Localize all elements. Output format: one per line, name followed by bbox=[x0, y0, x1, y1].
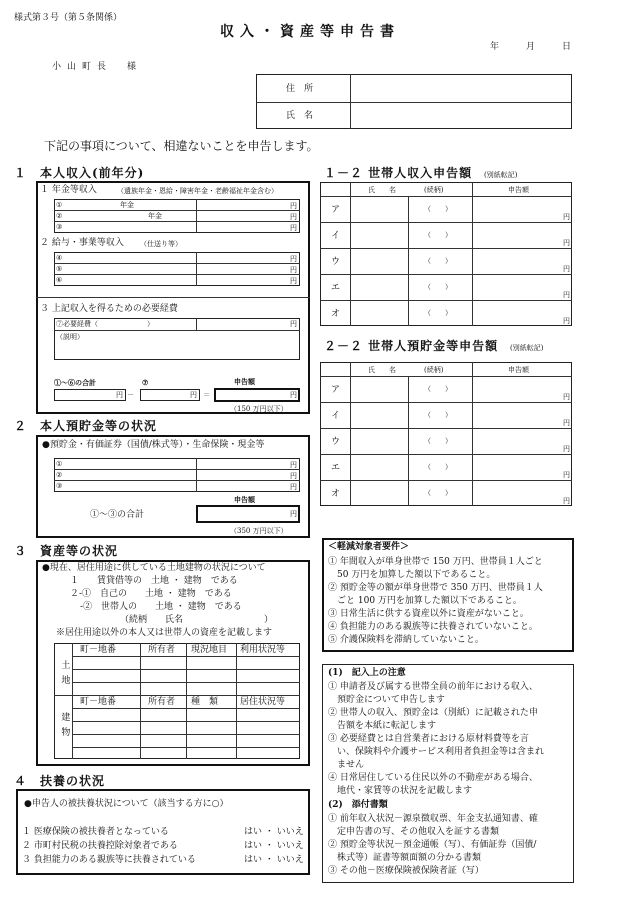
pension-amount-1[interactable] bbox=[198, 200, 288, 209]
assets-table bbox=[54, 458, 300, 492]
section3-heading: ３ 資産等の状況 bbox=[14, 544, 119, 558]
pension-amount-3[interactable] bbox=[198, 222, 288, 231]
salary-note: （仕送り等） bbox=[140, 240, 182, 248]
page-title: 収入・資産等申告書 bbox=[220, 24, 400, 40]
address-field[interactable] bbox=[352, 76, 570, 100]
dependent-choice-2[interactable]: はい ・ いいえ bbox=[244, 841, 304, 851]
section1-2-heading: １－２ 世帯人収入申告額 bbox=[324, 166, 473, 180]
form-number: 様式第３号（第５条関係） bbox=[14, 13, 123, 23]
name-field[interactable] bbox=[352, 104, 570, 127]
salary-title: ２ 給与・事業等収入 bbox=[40, 238, 124, 248]
expense-title: ３ 上記収入を得るための必要経費 bbox=[40, 304, 178, 314]
dependent-choice-1[interactable]: はい ・ いいえ bbox=[244, 827, 304, 837]
section2-heading: ２ 本人預貯金等の状況 bbox=[14, 419, 158, 433]
address-label: 住 所 bbox=[286, 84, 314, 94]
pension-note: （遺族年金・恩給・障害年金・老齢福祉年金含む） bbox=[117, 187, 278, 195]
date-month: 月 bbox=[526, 42, 536, 52]
income-declared-field[interactable] bbox=[214, 388, 300, 402]
pension-amount-2[interactable] bbox=[198, 211, 288, 220]
date-day: 日 bbox=[562, 42, 572, 52]
expense-description-field[interactable] bbox=[76, 332, 298, 358]
household-income-table bbox=[320, 182, 572, 326]
section4-heading: ４ 扶養の状況 bbox=[14, 774, 106, 788]
salary-table bbox=[54, 252, 300, 286]
date-year: 年 bbox=[490, 42, 500, 52]
household-savings-table bbox=[320, 362, 572, 506]
declaration-text: 下記の事項について、相違ないことを申告します。 bbox=[44, 139, 319, 153]
pension-title: １ 年金等収入 bbox=[40, 185, 97, 195]
section2-2-heading: ２－２ 世帯人預貯金等申告額 bbox=[324, 339, 499, 353]
assets-declared-field[interactable] bbox=[196, 505, 300, 523]
dependent-choice-3[interactable]: はい ・ いいえ bbox=[244, 855, 304, 865]
section1-heading: １ 本人収入(前年分) bbox=[14, 166, 145, 180]
assets-title: ●預貯金・有価証券（国債/株式等）・生命保険・現金等 bbox=[42, 440, 265, 450]
addressee: 小山町長 様 bbox=[52, 62, 143, 72]
name-label: 氏 名 bbox=[286, 111, 314, 121]
